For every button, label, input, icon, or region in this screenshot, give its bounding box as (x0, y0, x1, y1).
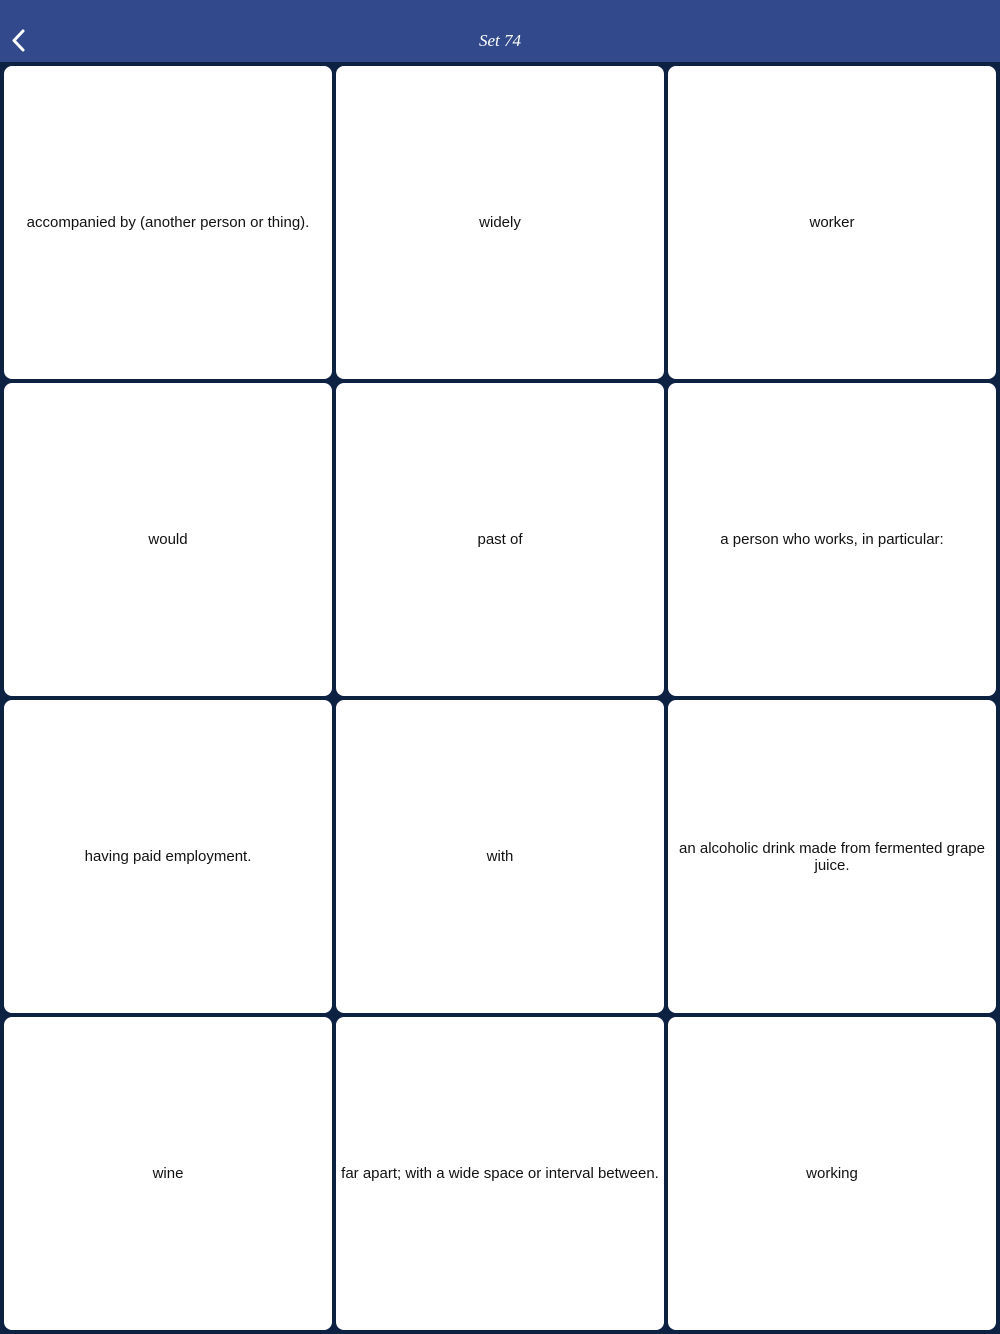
card[interactable]: worker (668, 66, 996, 379)
card[interactable]: past of (336, 383, 664, 696)
card[interactable]: far apart; with a wide space or interval between. (336, 1017, 664, 1330)
card[interactable]: wine (4, 1017, 332, 1330)
card[interactable]: having paid employment. (4, 700, 332, 1013)
card[interactable]: a person who works, in particular: (668, 383, 996, 696)
card[interactable]: an alcoholic drink made from fermented grape juice. (668, 700, 996, 1013)
card[interactable]: accompanied by (another person or thing). (4, 66, 332, 379)
page-title: Set 74 (478, 31, 522, 50)
card[interactable]: would (4, 383, 332, 696)
card[interactable]: with (336, 700, 664, 1013)
card[interactable]: widely (336, 66, 664, 379)
nav-bar (0, 0, 1000, 62)
card-grid (4, 66, 996, 1330)
card[interactable]: working (668, 1017, 996, 1330)
